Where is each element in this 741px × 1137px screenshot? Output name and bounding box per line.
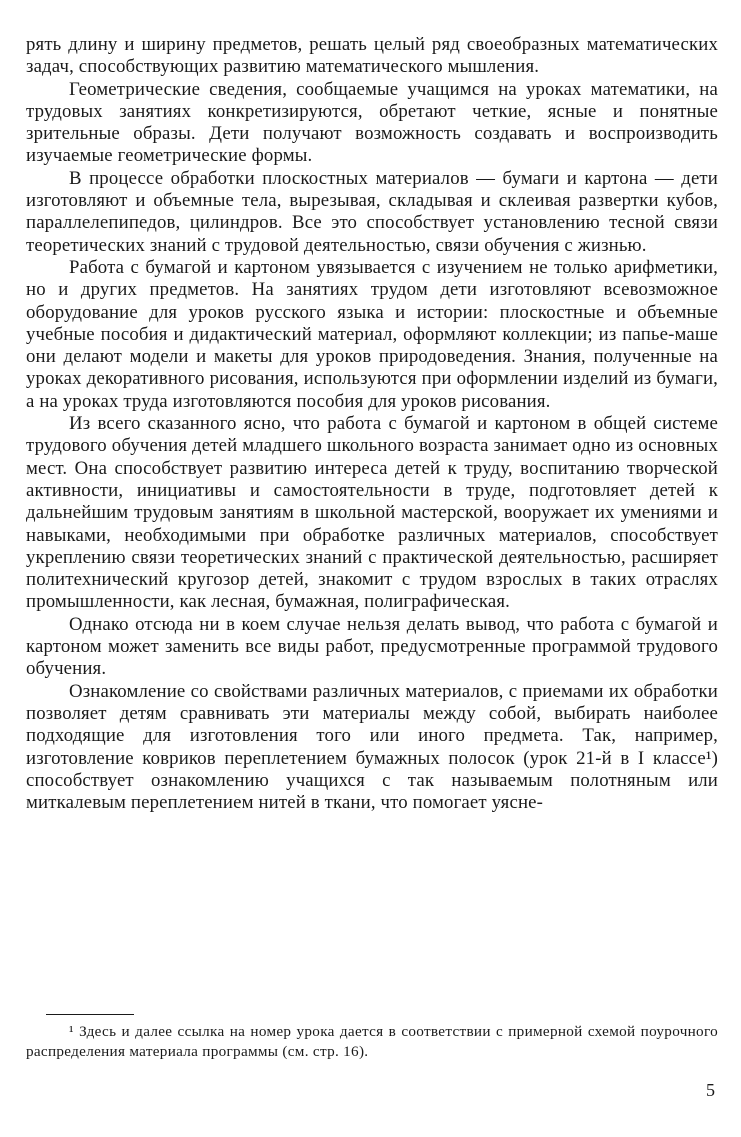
paragraph-4: Работа с бумагой и картоном увязывается с изучением не только арифметики, но и других предметов. На занятиях трудом дети изготовляют всевозможное оборудование для уроков русского языка и истории: плоскостные и объемные учебные пособия и дидактический материал, оформляют коллекции; из папье-маше они делают модели и макеты для уроков природоведения. Знания, полученные на уроках декоративного рисования, используются при оформлении изделий из бумаги, а на уроках труда изготовляются пособия для уроков рисования. — [26, 256, 718, 412]
paragraph-1: рять длину и ширину предметов, решать целый ряд своеобразных математических задач, способствующих развитию математического мышления. — [26, 34, 718, 78]
page-body — [26, 34, 718, 814]
footnote-divider — [46, 1014, 134, 1015]
paragraph-7: Ознакомление со свойствами различных материалов, с приемами их обработки позволяет детям сравнивать эти материалы между собой, выбирать наиболее подходящие для изготовления того или иного предмета. Так, например, изготовление ковриков переплетением бумажных полосок (урок 21-й в I классе¹) способствует ознакомлению учащихся с так называемым полотняным или миткалевым переплетением нитей в ткани, что помогает уясне- — [26, 680, 718, 814]
paragraph-6: Однако отсюда ни в коем случае нельзя делать вывод, что работа с бумагой и картоном может заменить все виды работ, предусмотренные программой трудового обучения. — [26, 613, 718, 680]
paragraph-2: Геометрические сведения, сообщаемые учащимся на уроках математики, на трудовых занятиях конкретизируются, обретают четкие, ясные и понятные зрительные образы. Дети получают возможность создавать и воспроизводить изучаемые геометрические формы. — [26, 78, 718, 167]
paragraph-5: Из всего сказанного ясно, что работа с бумагой и картоном в общей системе трудового обучения детей младшего школьного возраста занимает одно из основных мест. Она способствует развитию интереса детей к труду, воспитанию творческой активности, инициативы и самостоятельности в труде, подготовляет детей к дальнейшим трудовым занятиям в школьной мастерской, вооружает их умениями и навыками, необходимыми при обработке различных материалов, способствует укреплению связи теоретических знаний с практической деятельностью, расширяет политехнический кругозор детей, знакомит с трудом взрослых в таких отраслях промышленности, как лесная, бумажная, полиграфическая. — [26, 413, 718, 613]
page-number: 5 — [706, 1080, 715, 1100]
paragraph-3: В процессе обработки плоскостных материалов — бумаги и картона — дети изготовляют и объемные тела, вырезывая, складывая и склеивая развертки кубов, параллелепипедов, цилиндров. Все это способствует установлению тесной связи теоретических знаний с трудовой деятельностью, связи обучения с жизнью. — [26, 167, 718, 256]
footnote: ¹ Здесь и далее ссылка на номер урока дается в соответствии с примерной схемой поурочного распределения материала программы (см. стр. 16). — [26, 1023, 718, 1060]
